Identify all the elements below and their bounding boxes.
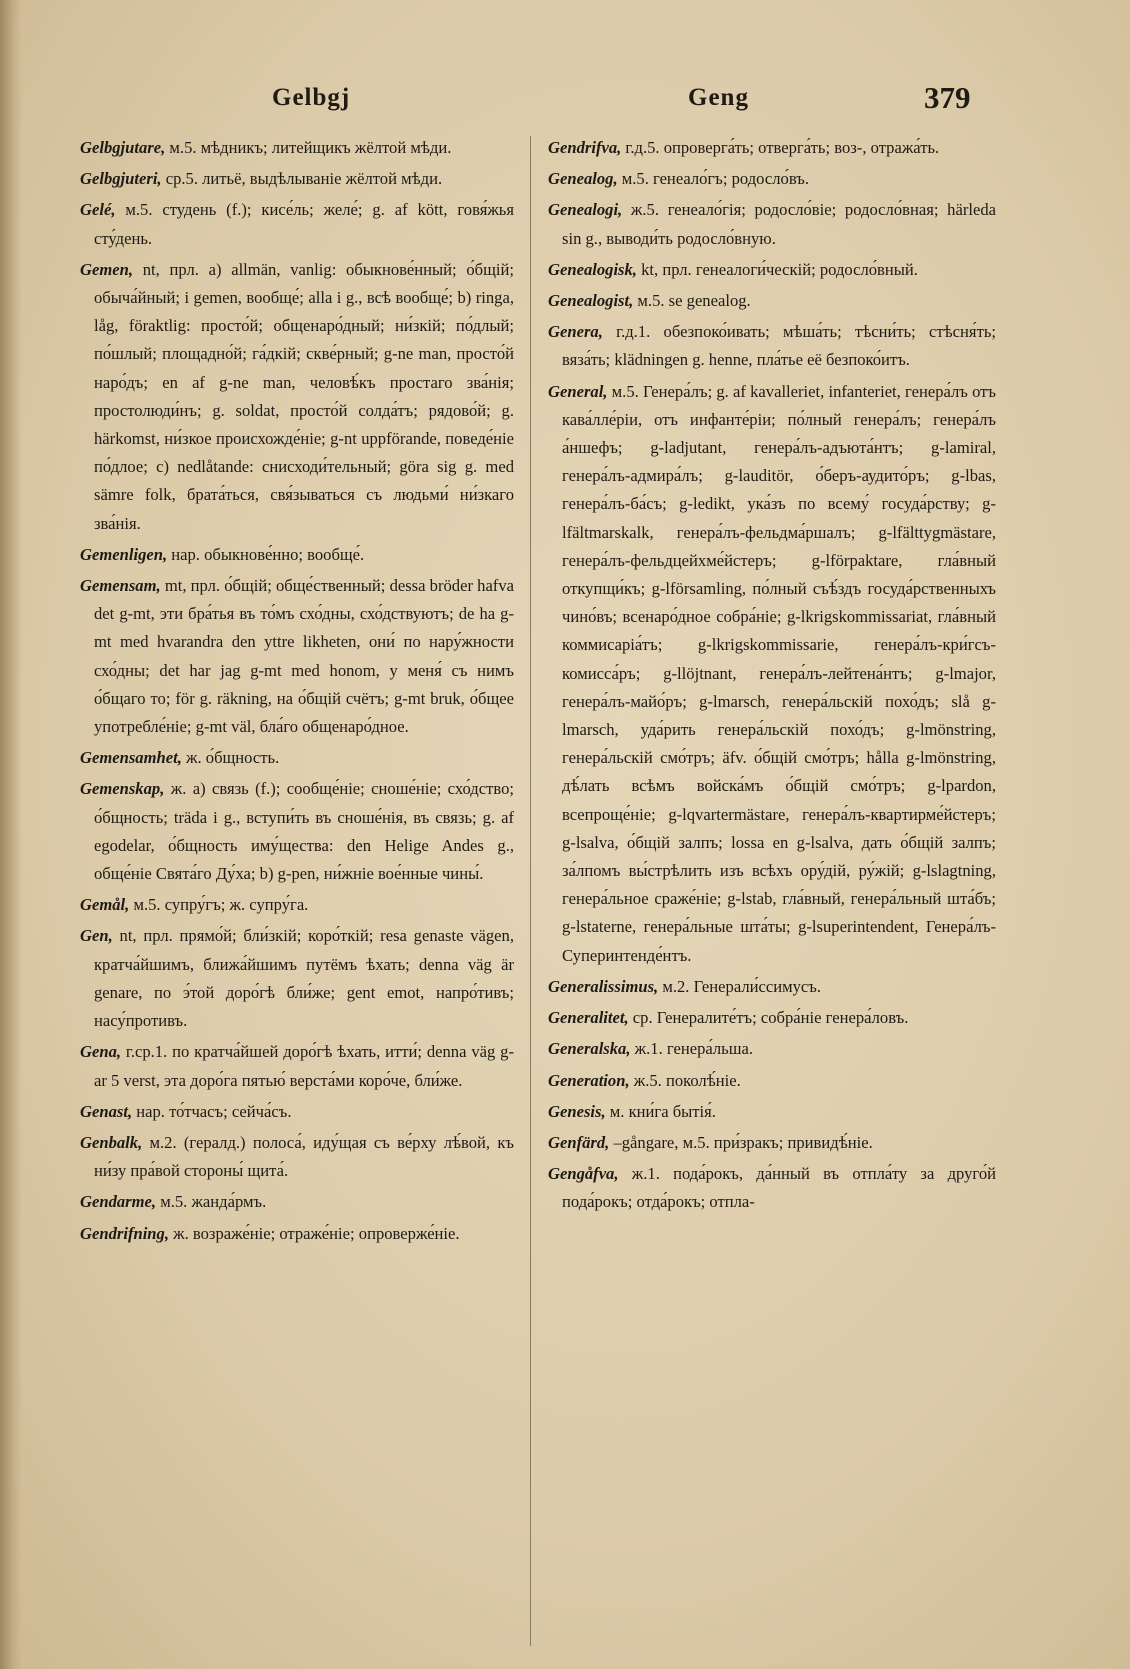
entry-definition: м.5. Генера́лъ; g. af kavalleriet, infanteriet, генера́лъ отъ кава́лле́ріи, отъ инфанте́ріи; по́лный генера́лъ; генера́лъ а́ншефъ; g-ladjutant, генера́лъ-адъюта́нтъ; g-lamiral, генера́лъ-адмира́лъ; g-lauditör, о́беръ-аудито́ръ; g-lbas, генера́лъ-ба́съ; g-ledikt, ука́зъ по всему́ госуда́рству; g-lfältmarskalk, генера́лъ-фельдма́ршалъ; g-lfälttygmästare, генера́лъ-фельдцейхме́йстеръ; g-lförpaktare, гла́вный откупщи́къ; g-lförsamling, по́лный съѣ́здъ госуда́рственныхъ чино́въ; всенаро́дное собра́ніе; g-lkrigskommissariat, гла́вный коммисаріа́тъ; g-lkrigskommissarie, генера́лъ-кри́гсъ-комисса́ръ; g-llöjtnant, генера́лъ-лейтена́нтъ; g-lmajor, генера́лъ-майо́ръ; g-lmarsch, генера́льскій похо́дъ; slå g-lmarsch, уда́рить генера́льскій похо́дъ; g-lmönstring, генера́льскій смо́тръ; äfv. о́бщій смо́тръ; hålla g-lmönstring, дѣ́лать всѣмъ войска́мъ о́бщій смо́тръ; g-lpardon, всепроще́ніе; g-lqvartermästare, генера́лъ-квартирме́йстеръ; g-lsalva, о́бщій залпъ; lossa en g-lsalva, дать о́бщій залпъ; за́лпомъ вы́стрѣлить изъ всѣхъ ору́дій, ру́жій; g-lslagtning, генера́льное сраже́ніе; g-lstab, гла́вный, генера́льный шта́бъ; g-lstaterne, генера́льные шта́ты; g-lsuperintendent, Генера́лъ-Суперинтенде́нтъ. [562, 381, 996, 965]
entry-definition: м.5. se genealog. [633, 291, 751, 311]
entry-definition: г.д.5. опроверга́ть; отверга́ть; воз-, отража́ть. [621, 138, 940, 157]
entry-definition: ж. возраже́ніе; отраже́ніе; опроверже́ніе. [168, 1223, 460, 1243]
entry-definition: ср.5. литьё, выдѣлываніе жёлтой мѣди. [161, 169, 443, 189]
entry-headword: Gengåfva, [548, 1164, 619, 1184]
entry-headword: Generalissimus, [548, 976, 659, 996]
entry-definition: ж.5. поколѣ́ніе. [629, 1070, 741, 1090]
entry-definition: м.5. мѣдникъ; литейщикъ жёлтой мѣди. [165, 138, 452, 157]
dictionary-entry [80, 744, 514, 772]
entry-headword: Genfärd, [548, 1132, 610, 1152]
dictionary-entry [548, 165, 996, 193]
entry-headword: Gemen, [80, 259, 133, 279]
dictionary-entry [548, 1129, 996, 1157]
book-spine-shadow [0, 0, 22, 1669]
entry-headword: Genast, [80, 1101, 133, 1121]
dictionary-entry [548, 1160, 996, 1216]
dictionary-entry [80, 256, 514, 538]
entry-headword: Genesis, [548, 1101, 606, 1121]
column-divider [530, 136, 531, 1646]
entry-definition: м.2. Генерали́ссимусъ. [658, 976, 821, 996]
entry-headword: Gelbgjuteri, [80, 169, 162, 189]
dictionary-entry [80, 891, 514, 919]
entry-headword: Gelé, [80, 200, 116, 220]
left-guide-word: Gelbgj [272, 84, 351, 111]
right-guide-word: Geng [688, 84, 749, 111]
entry-headword: Gendrifning, [80, 1223, 169, 1243]
entry-definition: нар. то́тчасъ; сейча́съ. [132, 1101, 292, 1121]
entry-headword: Gemenskap, [80, 779, 165, 799]
dictionary-entry [548, 1098, 996, 1126]
page-header [0, 80, 1130, 118]
entry-headword: Gemensamhet, [80, 748, 182, 768]
entry-definition: kt, прл. генеалоги́ческій; родосло́вный. [636, 259, 918, 279]
dictionary-entry [548, 256, 996, 284]
entry-definition: ж. о́бщность. [181, 748, 280, 768]
entry-definition: ж.5. генеало́гія; родосло́віе; родосло́вная; härleda sin g., выводи́ть родосло́вную. [562, 200, 996, 248]
dictionary-entry [80, 196, 514, 252]
entry-headword: Generation, [548, 1070, 630, 1090]
entry-definition: mt, прл. о́бщій; обще́ственный; dessa bröder hafva det g-mt, эти бра́тья въ то́мъ схо́дны, схо́дствуютъ; de ha g-mt med hvarandra den yttre likheten, они́ по нару́жности схо́дны; det har jag g-mt med honom, у меня́ съ нимъ о́бщаго то; för g. räkning, на о́бщій счётъ; g-mt bruk, о́бщее употребле́ніе; g-mt väl, бла́го общенаро́дное. [94, 576, 514, 737]
dictionary-entry [80, 1098, 514, 1126]
dictionary-entry [80, 1038, 514, 1094]
entry-headword: Gemål, [80, 895, 130, 915]
entry-headword: Genera, [548, 322, 603, 342]
dictionary-entry [80, 1220, 514, 1248]
page-number: 379 [924, 80, 971, 115]
dictionary-entry [80, 1188, 514, 1216]
entry-headword: Genealog, [548, 169, 618, 189]
dictionary-entry [80, 541, 514, 569]
dictionary-entry [80, 134, 514, 162]
entry-definition: м. кни́га бытія́. [605, 1101, 716, 1121]
dictionary-entry [548, 973, 996, 1001]
entry-definition: г.ср.1. по кратча́йшей доро́гѣ ѣхать, итти́; denna väg g-ar 5 verst, эта доро́га пятью́ верста́ми коро́че, бли́же. [94, 1042, 514, 1090]
left-column [80, 134, 514, 1654]
dictionary-entry [548, 378, 996, 970]
entry-definition: ж.1. пода́рокъ, да́нный въ отпла́ту за друго́й пода́рокъ; отда́рокъ; отпла- [562, 1164, 996, 1212]
entry-definition: м.2. (гералд.) полоса́, иду́щая съ ве́рху лѣ́вой, къ ни́зу пра́вой стороны́ щита́. [94, 1132, 514, 1181]
entry-headword: Generalska, [548, 1039, 631, 1059]
entry-definition: м.5. генеало́гъ; родосло́въ. [617, 169, 809, 189]
entry-definition: г.д.1. обезпоко́ивать; мѣша́ть; тѣсни́ть; стѣсня́ть; вяза́ть; klädningen g. henne, пла́тье её безпоко́итъ. [562, 322, 996, 370]
dictionary-entry [548, 196, 996, 252]
entry-headword: Gendarme, [80, 1192, 157, 1212]
entry-headword: General, [548, 381, 608, 401]
right-column [548, 134, 996, 1654]
entry-definition: ср. Генералите́тъ; собра́ніе генера́ловъ. [628, 1008, 909, 1028]
entry-headword: Genealogist, [548, 291, 634, 311]
dictionary-entry [80, 165, 514, 193]
dictionary-entry [548, 318, 996, 374]
dictionary-entry [548, 134, 996, 162]
entry-headword: Gendrifva, [548, 138, 622, 157]
entry-definition: ж. а) связь (f.); сообще́ніе; сноше́ніе; схо́дство; о́бщность; träda i g., вступи́ть въ сноше́нія, въ связь; g. af egodelar, о́бщность иму́щества: den Helige Andes g., обще́ніе Свята́го Ду́ха; b) g-pen, ни́жніе вое́нные чины́. [94, 779, 514, 884]
entry-definition: м.5. студень (f.); кисе́ль; желе́; g. af kött, говя́жья сту́день. [94, 200, 514, 248]
entry-headword: Gen, [80, 926, 113, 946]
entry-definition: nt, прл. а) allmän, vanlig: обыкнове́нный; о́бщій; обыча́йный; i gemen, вообще́; alla i g., всѣ вообще́; b) ringa, låg, föraktlig: просто́й; общенаро́дный; ни́зкій; по́длый; по́шлый; площадно́й; га́дкій; скве́рный; g-ne man, просто́й наро́дъ; en af g-ne man, человѣ́къ простаго зва́нія; простолюди́нъ; g. soldat, просто́й солда́тъ; рядово́й; g. härkomst, ни́зкое происхожде́ніе; g-nt uppförande, поведе́ніе по́длое; c) nedlåtande: снисходи́тельный; göra sig g. med sämre folk, брата́ться, свя́зываться съ людьми́ ни́зкаго зва́нія. [94, 259, 514, 533]
entry-headword: Gemensam, [80, 576, 161, 596]
entry-definition: ж.1. генера́льша. [630, 1039, 754, 1059]
entry-headword: Generalitet, [548, 1008, 629, 1028]
entry-headword: Genbalk, [80, 1132, 143, 1152]
entry-headword: Gemenligen, [80, 544, 168, 564]
entry-definition: –gångare, м.5. при́зракъ; привидѣ́ніе. [609, 1132, 873, 1152]
entry-definition: нар. обыкнове́нно; вообще́. [167, 544, 365, 564]
entry-headword: Genealogi, [548, 200, 623, 220]
dictionary-entry [80, 775, 514, 888]
dictionary-entry [548, 287, 996, 315]
dictionary-entry [548, 1067, 996, 1095]
entry-definition: nt, прл. прямо́й; бли́зкій; коро́ткій; resa genaste vägen, кратча́йшимъ, ближа́йшимъ путёмъ ѣхать; denna väg är genare, по э́той доро́гѣ бли́же; gent emot, напро́тивъ; насу́противъ. [94, 926, 514, 1031]
entry-headword: Genealogisk, [548, 259, 637, 279]
entry-headword: Gelbgjutare, [80, 138, 166, 157]
dictionary-entry [548, 1004, 996, 1032]
dictionary-entry [548, 1035, 996, 1063]
entry-definition: м.5. жанда́рмъ. [156, 1192, 267, 1212]
dictionary-entry [80, 1129, 514, 1185]
entry-definition: м.5. супру́гъ; ж. супру́га. [129, 895, 309, 915]
dictionary-entry [80, 572, 514, 741]
dictionary-entry [80, 922, 514, 1035]
entry-headword: Gena, [80, 1042, 122, 1062]
